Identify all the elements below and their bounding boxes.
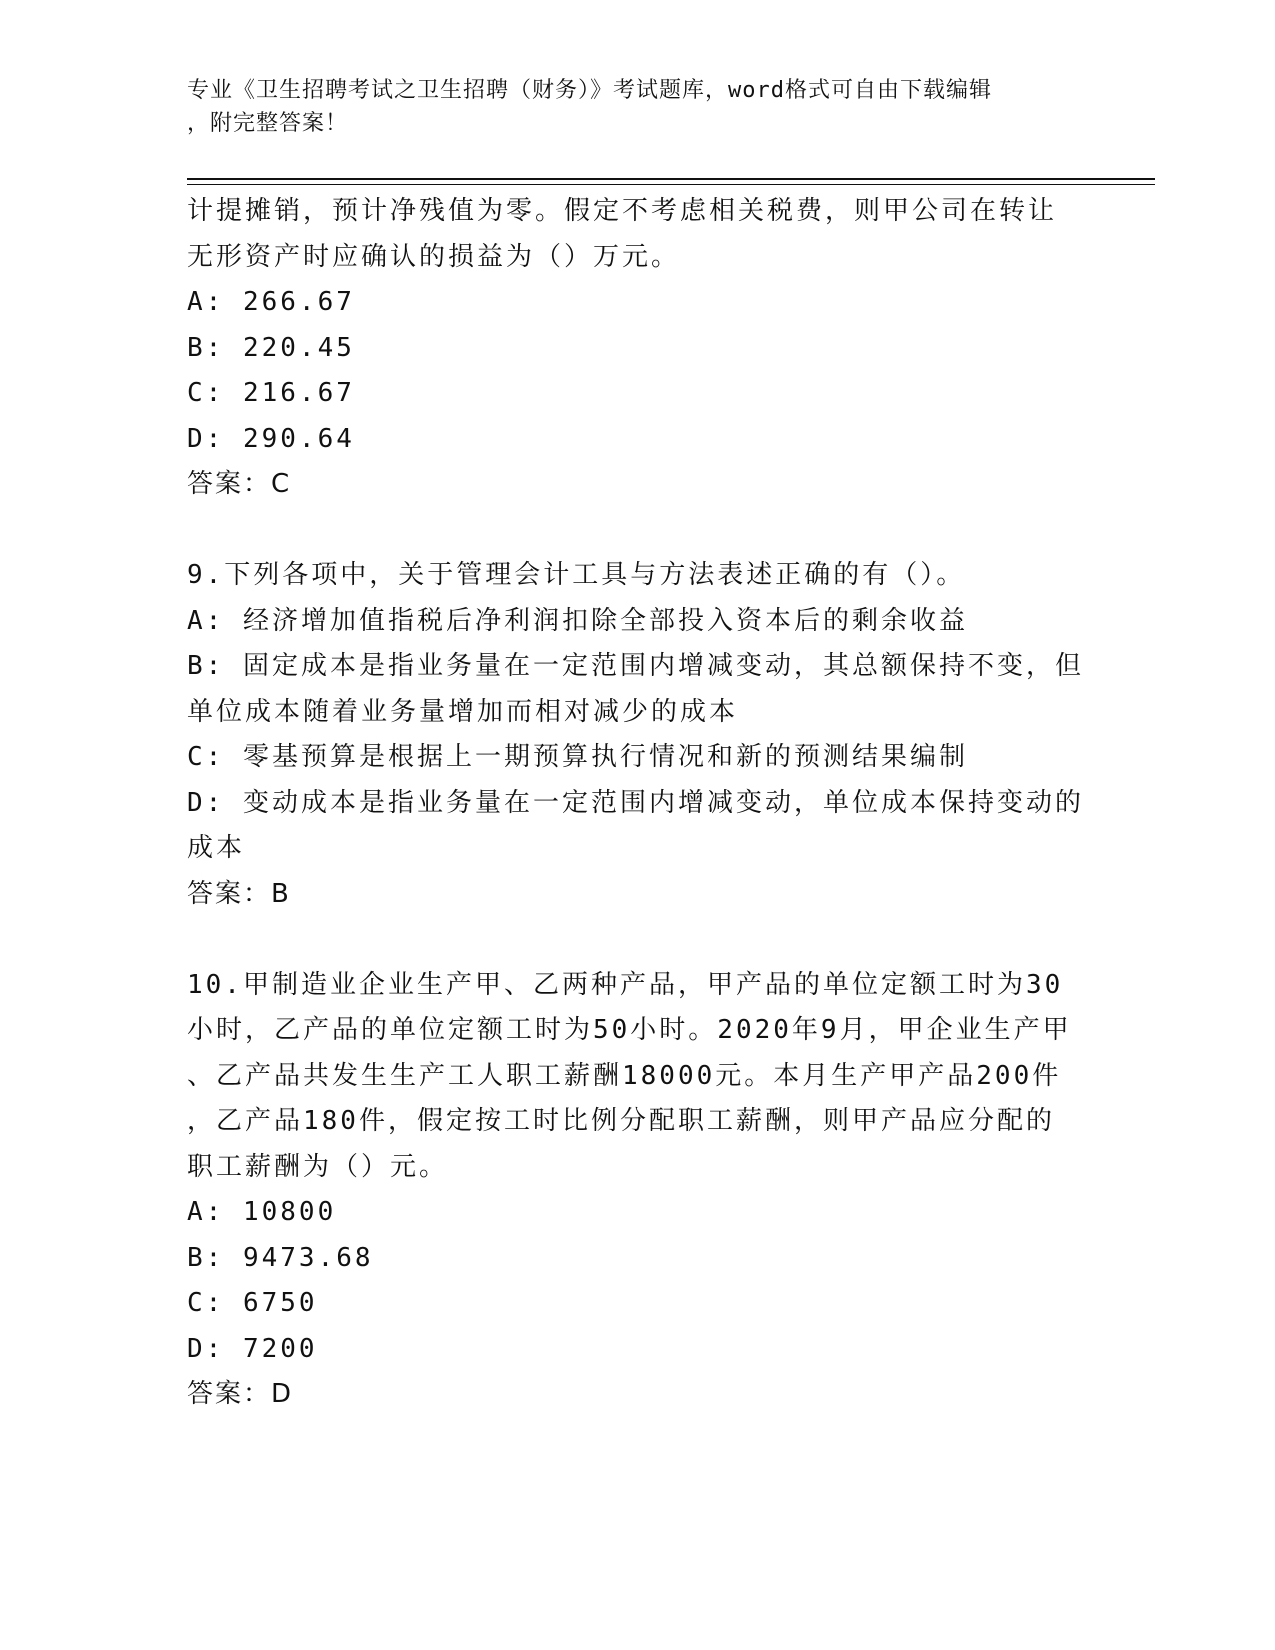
question-10-option-a: A: 10800	[187, 1197, 337, 1227]
header-divider-thick	[187, 178, 1155, 180]
question-10-stem-line: 、乙产品共发生生产工人职工薪酬18000元。本月生产甲产品200件	[187, 1060, 1062, 1091]
question-8-text-line: 计提摊销，预计净残值为零。假定不考虑相关税费，则甲公司在转让	[187, 196, 1058, 226]
question-9-option-d-continued: 成本	[187, 833, 246, 863]
question-10-option-d: D: 7200	[187, 1333, 318, 1364]
question-9-option-b: B: 固定成本是指业务量在一定范围内增减变动，其总额保持不变，但	[187, 651, 1084, 681]
question-10-option-c: C: 6750	[187, 1288, 318, 1318]
question-9-stem: 9.下列各项中，关于管理会计工具与方法表述正确的有（）。	[187, 560, 966, 590]
question-8-option-c: C: 216.67	[187, 378, 355, 408]
header-divider-thin	[187, 184, 1155, 185]
question-8-option-d: D: 290.64	[187, 423, 355, 454]
question-8-option-b: B: 220.45	[187, 332, 355, 363]
document-header	[187, 74, 1067, 140]
question-10-answer: 答案：D	[187, 1379, 294, 1409]
question-10-stem-line: 职工薪酬为（）元。	[187, 1151, 449, 1182]
question-9-option-d: D: 变动成本是指业务量在一定范围内增减变动，单位成本保持变动的	[187, 787, 1084, 818]
question-9	[187, 553, 1087, 917]
header-line-1: 专业《卫生招聘考试之卫生招聘（财务）》考试题库，word格式可自由下载编辑	[187, 78, 992, 103]
question-9-option-a: A: 经济增加值指税后净利润扣除全部投入资本后的剩余收益	[187, 605, 968, 636]
question-8-answer: 答案：C	[187, 469, 292, 499]
question-8	[187, 189, 1087, 508]
question-10-stem-line: 小时，乙产品的单位定额工时为50小时。2020年9月，甲企业生产甲	[187, 1015, 1072, 1045]
header-line-2: ，附完整答案！	[187, 111, 349, 136]
question-9-answer: 答案：B	[187, 878, 291, 909]
question-10	[187, 963, 1087, 1418]
question-8-option-a: A: 266.67	[187, 287, 355, 317]
question-9-option-b-continued: 单位成本随着业务量增加而相对减少的成本	[187, 696, 739, 727]
question-9-option-c: C: 零基预算是根据上一期预算执行情况和新的预测结果编制	[187, 742, 968, 772]
question-8-text-line: 无形资产时应确认的损益为（）万元。	[187, 241, 681, 272]
question-spacer	[187, 508, 1087, 554]
question-spacer	[187, 917, 1087, 963]
question-content	[187, 189, 1087, 1418]
question-10-option-b: B: 9473.68	[187, 1242, 374, 1273]
question-10-stem-line: 10.甲制造业企业生产甲、乙两种产品，甲产品的单位定额工时为30	[187, 969, 1064, 1000]
question-10-stem-line: ，乙产品180件，假定按工时比例分配职工薪酬，则甲产品应分配的	[187, 1106, 1055, 1136]
